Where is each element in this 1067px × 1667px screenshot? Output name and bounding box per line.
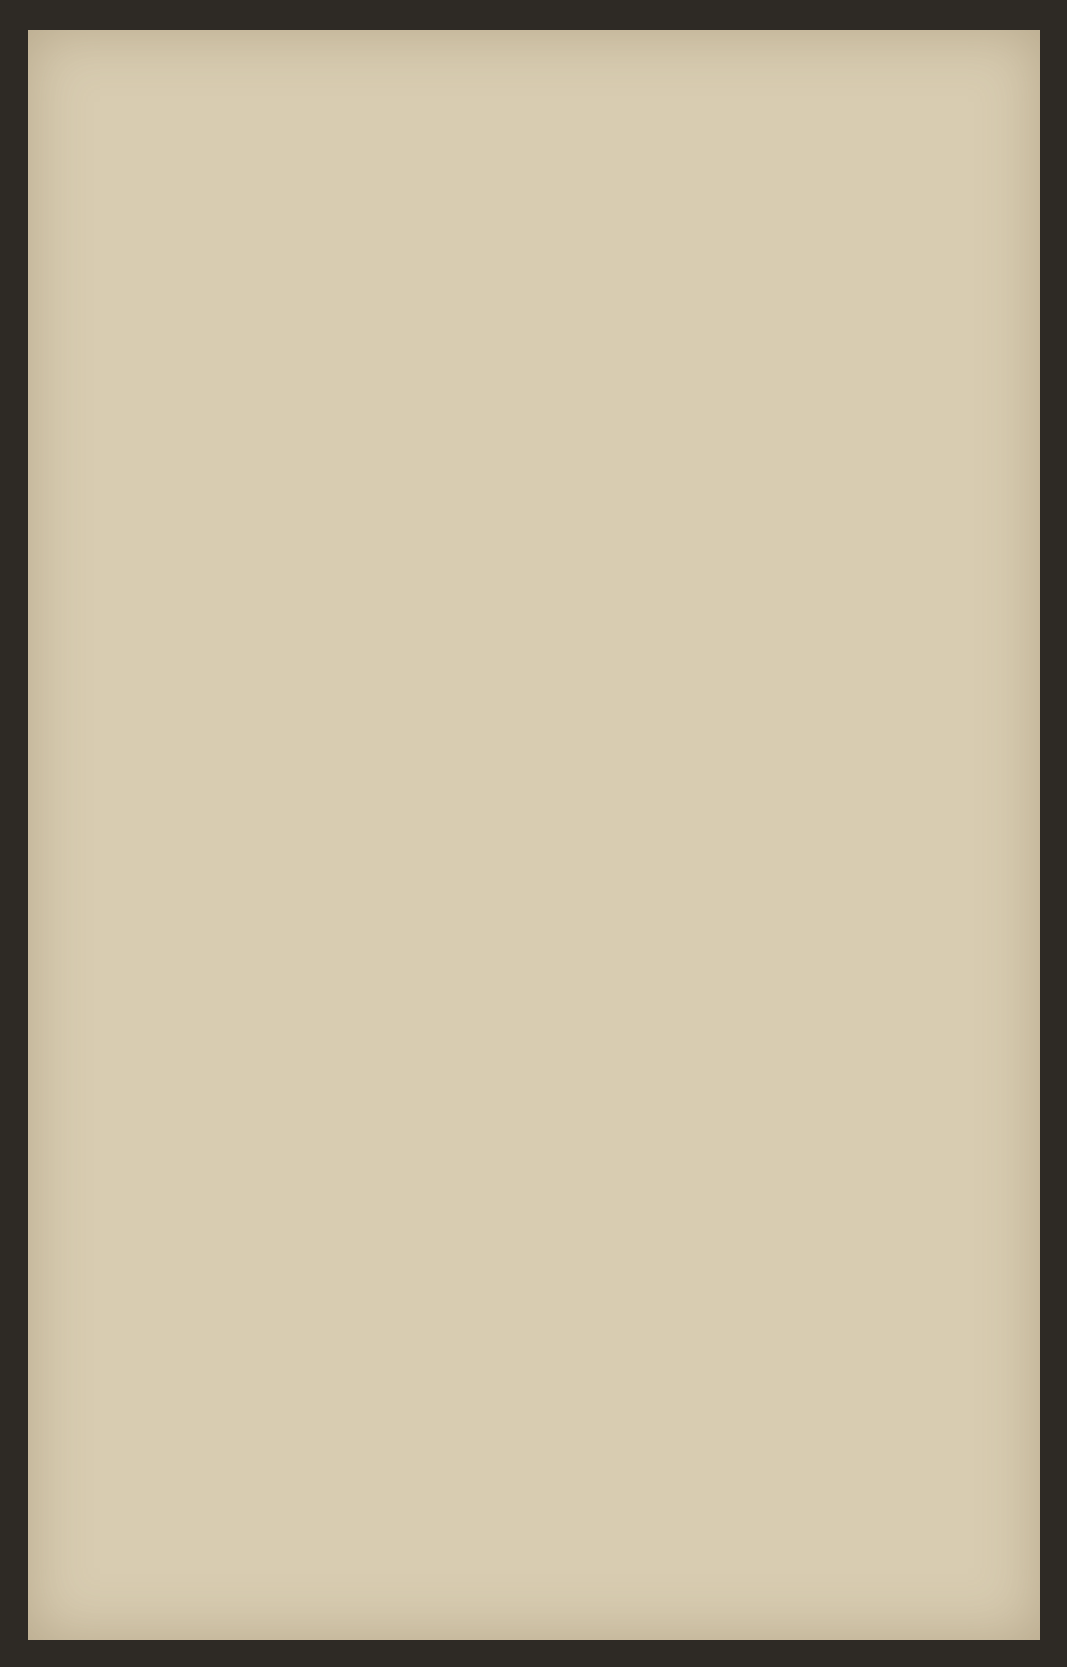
section-subtitle [318, 910, 354, 1170]
document-page [28, 30, 1040, 1640]
library-watermark [498, 1210, 1018, 1460]
section-heading [358, 885, 418, 1265]
